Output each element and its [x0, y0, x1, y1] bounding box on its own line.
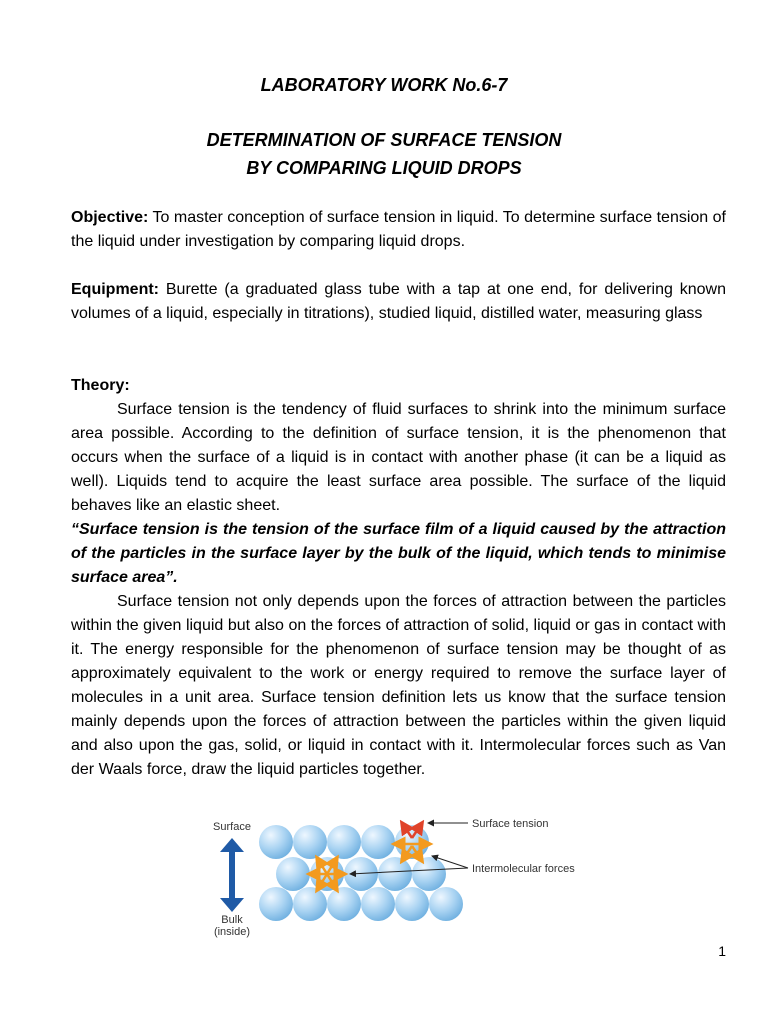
- equipment-label: Equipment:: [71, 281, 159, 298]
- theory-paragraph-1: Surface tension is the tendency of fluid surfaces to shrink into the minimum surface area possible. According to the definition of surface tension, it is the phenomenon that occurs when the surface of a liquid is in contact with another phase (it can be a liquid as well). Liquids tend to acquire the least surface area possible. The surface of the liquid behaves like an elastic sheet.: [71, 401, 726, 514]
- surface-label: Surface: [213, 821, 251, 833]
- main-title-line2: BY COMPARING LIQUID DROPS: [246, 158, 522, 178]
- surface-tension-diagram: [200, 808, 600, 942]
- objective-paragraph: [71, 206, 726, 254]
- bulk-label: Bulk: [221, 914, 243, 926]
- objective-text: To master conception of surface tension in liquid. To determine surface tension of the liquid under investigation by comparing liquid drops.: [71, 209, 726, 250]
- lab-title: LABORATORY WORK No.6-7: [260, 75, 508, 95]
- surface-tension-figure: [200, 808, 600, 942]
- page-number: 1: [718, 943, 726, 959]
- bulk-sub-label: (inside): [213, 926, 251, 938]
- surface-bulk-arrow: [220, 838, 244, 912]
- equipment-text: Burette (a graduated glass tube with a tap at one end, for delivering known volumes of a liquid, especially in titrations), studied liquid, distilled water, measuring glass: [71, 281, 726, 322]
- main-title-line1: DETERMINATION OF SURFACE TENSION: [206, 130, 562, 150]
- intermolecular-forces-label: Intermolecular forces: [472, 863, 575, 875]
- definition-quote: “Surface tension is the tension of the surface film of a liquid caused by the attraction of the particles in the surface layer by the bulk of the liquid, which tends to minimise surface area”.: [71, 521, 726, 586]
- theory-paragraph-2: Surface tension not only depends upon the forces of attraction between the particles within the given liquid but also on the forces of attraction of solid, liquid or gas in contact with it. The energy responsible for the phenomenon of surface tension may be thought of as approximately equivalent to the work or energy required to remove the surface layer of molecules in a unit area. Surface tension definition lets us know that the surface tension mainly depends upon the forces of attraction between the particles within the given liquid and also upon the gas, solid, or liquid in contact with it. Intermolecular forces such as Van der Waals force, draw the liquid particles together.: [71, 593, 726, 778]
- objective-label: Objective:: [71, 209, 149, 226]
- equipment-paragraph: [71, 278, 726, 326]
- theory-label: Theory:: [71, 377, 130, 394]
- theory-section: [71, 374, 726, 782]
- surface-tension-label: Surface tension: [472, 818, 549, 830]
